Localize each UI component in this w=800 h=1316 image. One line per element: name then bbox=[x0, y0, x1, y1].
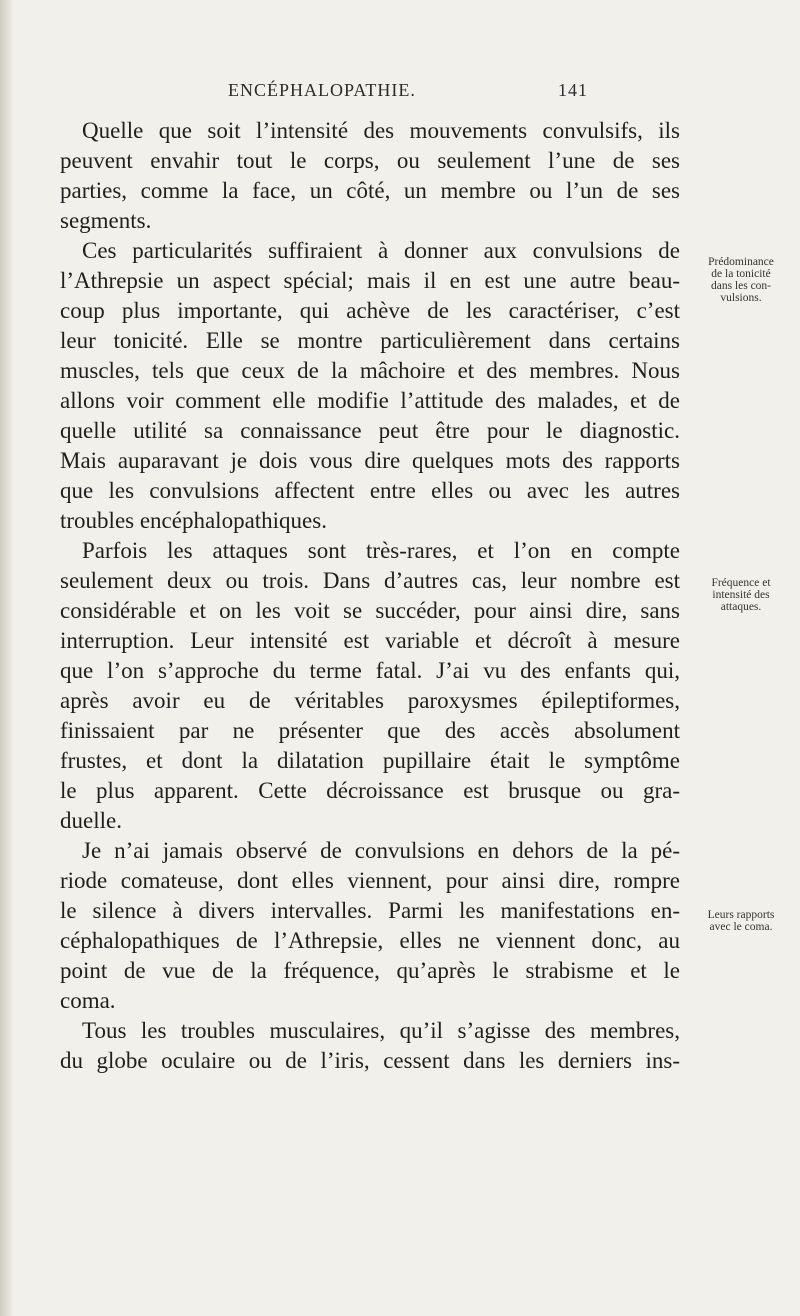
text-line: seulement deux ou trois. Dans d’autres cas, leur nombre est bbox=[60, 568, 680, 593]
text-line: que l’on s’approche du terme fatal. J’ai vu des enfants qui, bbox=[60, 658, 680, 683]
marginal-note-tonicity bbox=[688, 256, 794, 304]
text-line: considérable et on les voit se succéder, pour ainsi dire, sans bbox=[60, 598, 680, 623]
marginal-note-coma bbox=[688, 909, 794, 933]
marginal-note-line: Leurs rapports bbox=[707, 909, 775, 921]
text-line: l’Athrepsie un aspect spécial; mais il en est une autre beau- bbox=[60, 268, 680, 293]
marginal-note-line: Fréquence et bbox=[711, 577, 771, 589]
page-binding-edge bbox=[0, 0, 14, 1316]
text-line: Quelle que soit l’intensité des mouvements convulsifs, ils bbox=[82, 118, 680, 143]
marginal-note-line: avec le coma. bbox=[709, 921, 773, 933]
page-number: 141 bbox=[558, 80, 588, 100]
text-line: frustes, et dont la dilatation pupillaire était le symptôme bbox=[60, 748, 680, 773]
marginal-note-line: intensité des bbox=[712, 589, 770, 601]
text-line: muscles, tels que ceux de la mâchoire et des membres. Nous bbox=[60, 358, 680, 383]
text-line: point de vue de la fréquence, qu’après le strabisme et le bbox=[60, 958, 680, 983]
text-line: céphalopathiques de l’Athrepsie, elles ne viennent donc, au bbox=[60, 928, 680, 953]
text-line: Tous les troubles musculaires, qu’il s’agisse des membres, bbox=[82, 1018, 680, 1043]
text-line: duelle. bbox=[60, 808, 122, 833]
text-line: coma. bbox=[60, 988, 116, 1013]
text-line: du globe oculaire ou de l’iris, cessent dans les derniers ins- bbox=[60, 1048, 680, 1073]
text-line: interruption. Leur intensité est variable et décroît à mesure bbox=[60, 628, 680, 653]
text-line: allons voir comment elle modifie l’attitude des malades, et de bbox=[60, 388, 680, 413]
text-line: coup plus importante, qui achève de les caractériser, c’est bbox=[60, 298, 680, 323]
text-line: leur tonicité. Elle se montre particulièrement dans certains bbox=[60, 328, 680, 353]
text-line: riode comateuse, dont elles viennent, pour ainsi dire, rompre bbox=[60, 868, 680, 893]
text-line: que les convulsions affectent entre elles ou avec les autres bbox=[60, 478, 680, 503]
marginal-note-line: dans les con- bbox=[710, 280, 772, 292]
text-line: quelle utilité sa connaissance peut être pour le diagnostic. bbox=[60, 418, 680, 443]
body-text bbox=[60, 116, 680, 1076]
marginal-note-frequency bbox=[688, 577, 794, 613]
text-line: le plus apparent. Cette décroissance est brusque ou gra- bbox=[60, 778, 680, 803]
text-line: segments. bbox=[60, 208, 152, 233]
text-line: Mais auparavant je dois vous dire quelques mots des rapports bbox=[60, 448, 680, 473]
marginal-note-line: de la tonicité bbox=[711, 268, 771, 280]
text-line: peuvent envahir tout le corps, ou seulement l’une de ses bbox=[60, 148, 680, 173]
text-line: finissaient par ne présenter que des accès absolument bbox=[60, 718, 680, 743]
text-line: troubles encéphalopathiques. bbox=[60, 508, 327, 533]
text-line: Je n’ai jamais observé de convulsions en dehors de la pé- bbox=[82, 838, 680, 863]
text-line: Ces particularités suffiraient à donner aux convulsions de bbox=[82, 238, 680, 263]
marginal-note-line: attaques. bbox=[720, 601, 762, 613]
running-head-title: ENCÉPHALOPATHIE. bbox=[228, 80, 416, 100]
text-line: parties, comme la face, un côté, un membre ou l’un de ses bbox=[60, 178, 680, 203]
marginal-note-line: vulsions. bbox=[720, 292, 762, 304]
text-line: le silence à divers intervalles. Parmi les manifestations en- bbox=[60, 898, 680, 923]
text-line: après avoir eu de véritables paroxysmes épileptiformes, bbox=[60, 688, 680, 713]
text-line: Parfois les attaques sont très-rares, et l’on en compte bbox=[82, 538, 680, 563]
marginal-note-line: Prédominance bbox=[708, 256, 774, 268]
